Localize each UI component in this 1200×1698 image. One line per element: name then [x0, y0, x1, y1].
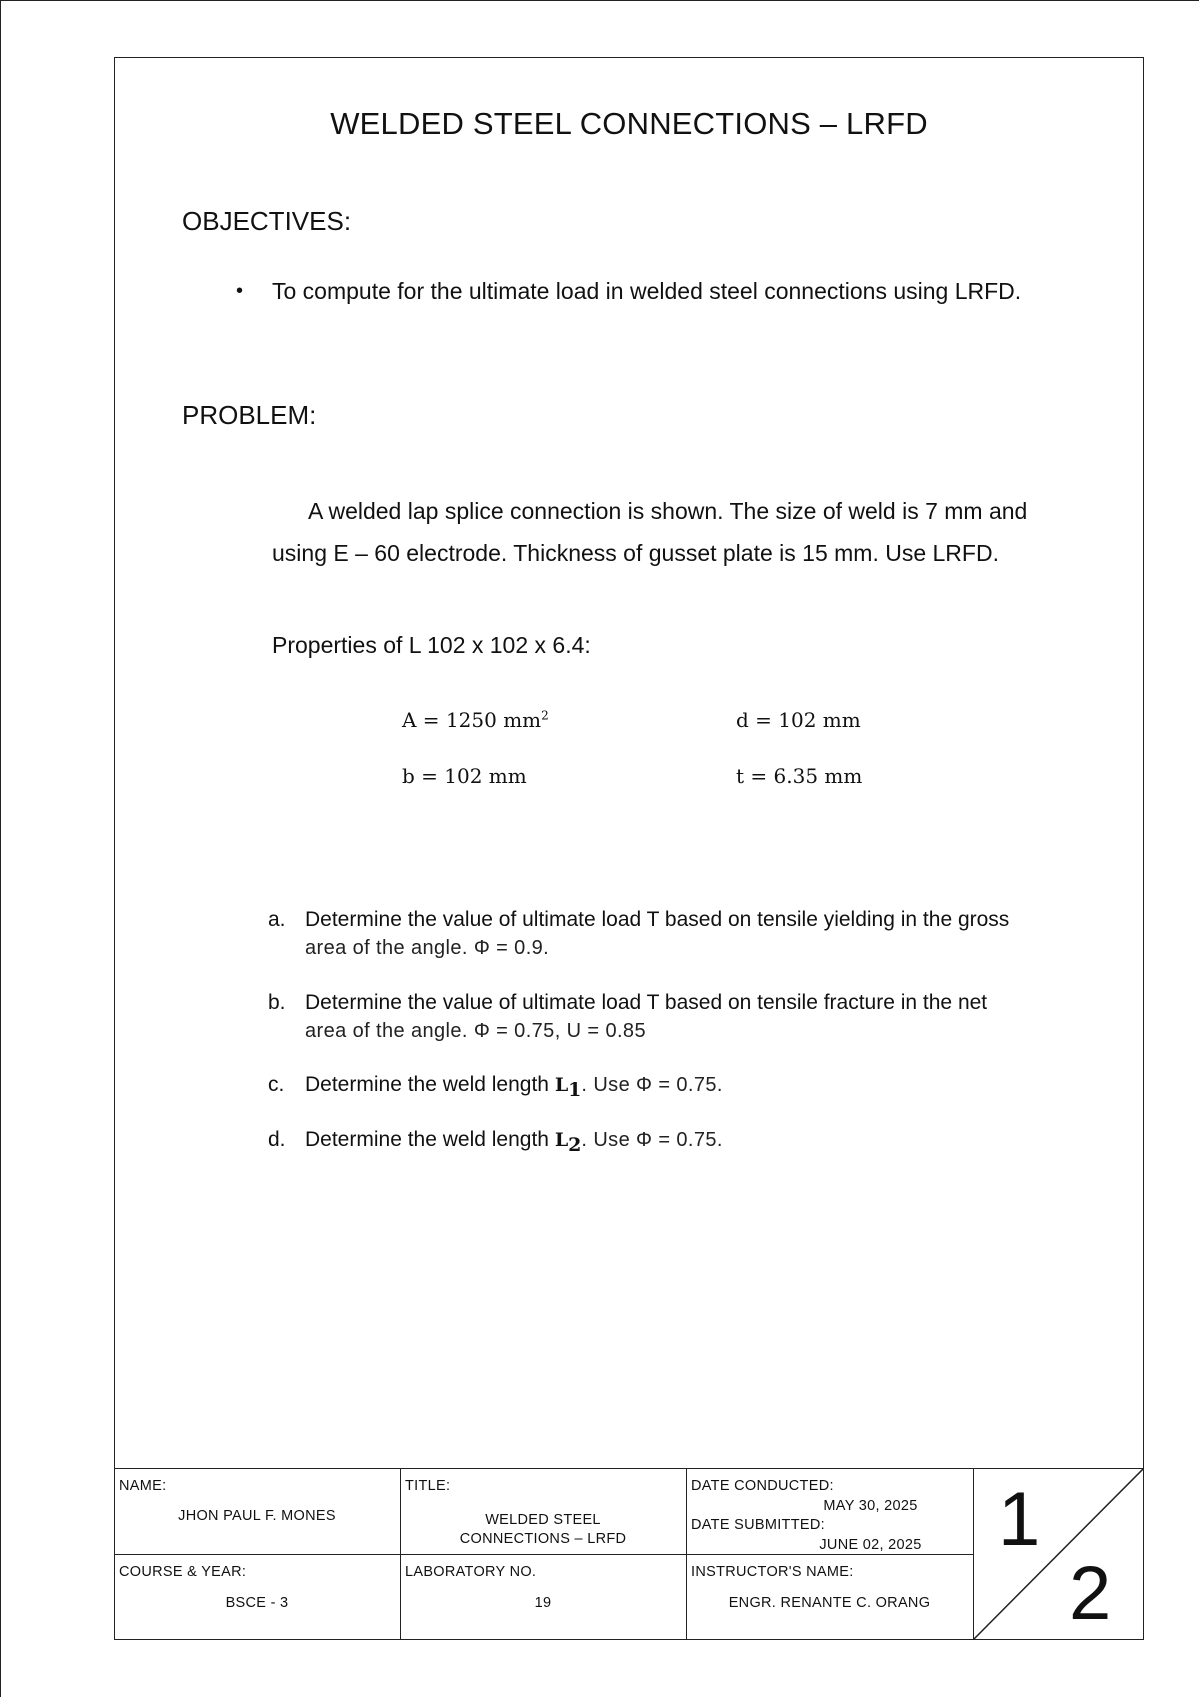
weld-length-symbol: L	[554, 1129, 569, 1151]
properties-label: Properties of L 102 x 102 x 6.4:	[272, 632, 591, 658]
course-value: BSCE - 3	[225, 1595, 289, 1611]
question-text-tail: . Use Φ = 0.75.	[581, 1129, 723, 1151]
bullet-icon: •	[236, 280, 244, 302]
question-text: Determine the value of ultimate load T based on tensile yielding in the gross	[305, 908, 1010, 931]
question-label: b.	[268, 991, 286, 1014]
question-text: Determine the weld length	[305, 1128, 555, 1151]
date-submitted-value	[686, 1536, 973, 1555]
question-text-line2: area of the angle. Φ = 0.9.	[305, 937, 550, 959]
instructor-label: INSTRUCTOR'S NAME:	[691, 1564, 854, 1580]
property-area: A = 1250 $mm^2$	[402, 708, 549, 732]
property-d: d = 102 mm	[736, 708, 861, 732]
question-text: Determine the weld length	[305, 1073, 555, 1096]
objectives-heading: OBJECTIVES:	[182, 206, 352, 236]
date-submitted-text: JUNE 02, 2025	[819, 1537, 922, 1553]
title-label: TITLE:	[405, 1478, 451, 1494]
problem-paragraph: A welded lap splice connection is shown. The size of weld is 7 mm and using E – 60 electrode. Thickness of gusset plate is 15 mm. Use LRFD.	[272, 498, 1028, 566]
course-label: COURSE & YEAR:	[119, 1564, 247, 1580]
question-label: d.	[268, 1128, 286, 1151]
objective-text: To compute for the ultimate load in welded steel connections using LRFD.	[272, 278, 1022, 304]
instructor-value: ENGR. RENANTE C. ORANG	[728, 1595, 931, 1611]
property-area-value: 1250 mm	[445, 708, 542, 732]
date-conducted-label: DATE CONDUCTED:	[691, 1478, 834, 1494]
lab-number-label: LABORATORY NO.	[405, 1564, 537, 1580]
title-value	[400, 1511, 686, 1549]
lab-number-value: 19	[534, 1595, 552, 1611]
question-label: c.	[268, 1073, 285, 1096]
weld-length-subscript: 2	[568, 1134, 582, 1157]
name-value: JHON PAUL F. MONES	[178, 1508, 336, 1524]
date-submitted-label: DATE SUBMITTED:	[691, 1517, 825, 1533]
date-conducted-text: MAY 30, 2025	[823, 1498, 918, 1514]
property-area-symbol: A	[402, 708, 417, 732]
page-current-number: 1	[998, 1477, 1041, 1562]
page-total-number: 2	[1069, 1551, 1112, 1636]
title-value-line2: CONNECTIONS – LRFD	[459, 1531, 627, 1547]
weld-length-symbol: L	[554, 1074, 569, 1096]
title-value-line1: WELDED STEEL	[485, 1512, 601, 1528]
question-text-line2: area of the angle. Φ = 0.75, U = 0.85	[305, 1020, 646, 1042]
document-title: WELDED STEEL CONNECTIONS – LRFD	[330, 106, 928, 141]
weld-length-subscript: 1	[568, 1079, 582, 1102]
property-area-exponent: 2	[541, 708, 549, 723]
question-text-tail: . Use Φ = 0.75.	[581, 1074, 723, 1096]
property-t: t = 6.35 mm	[736, 764, 863, 788]
problem-heading: PROBLEM:	[182, 400, 317, 430]
page-number-diagonal	[114, 1468, 1144, 1640]
question-label: a.	[268, 908, 286, 931]
property-b: b = 102 mm	[402, 764, 527, 788]
name-label: NAME:	[119, 1478, 167, 1494]
date-conducted-value	[686, 1497, 973, 1516]
title-block	[114, 1468, 1144, 1640]
question-text: Determine the value of ultimate load T based on tensile fracture in the net	[305, 991, 988, 1014]
